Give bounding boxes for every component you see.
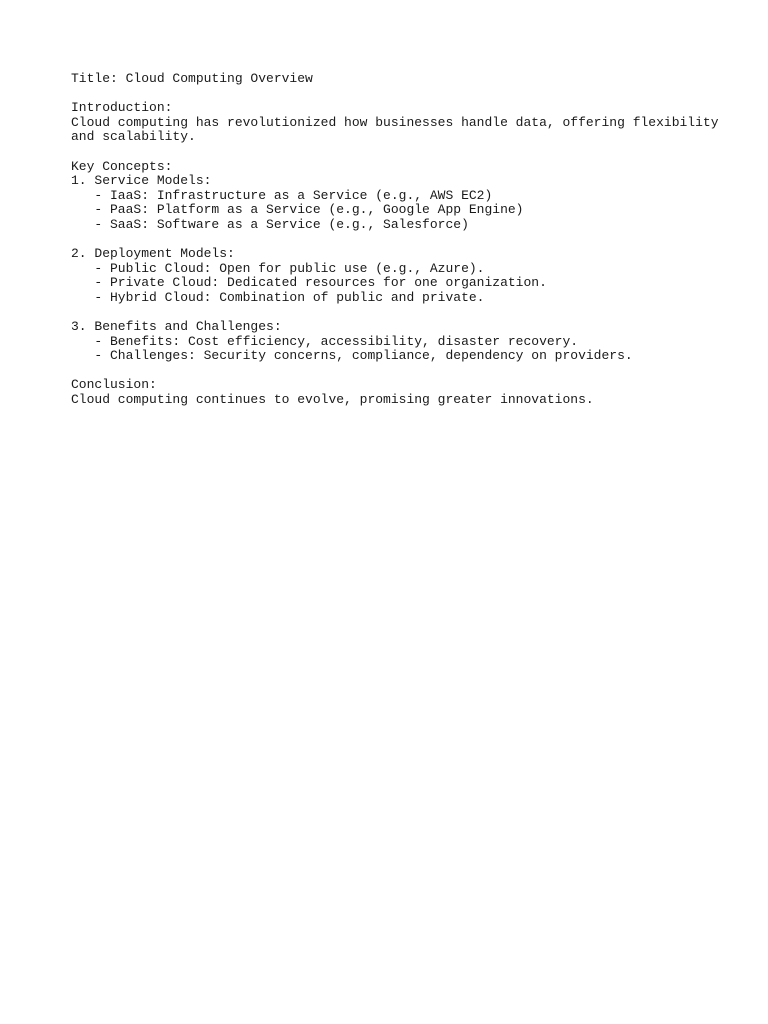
introduction-heading: Introduction:	[71, 100, 173, 116]
list-item: - PaaS: Platform as a Service (e.g., Google App Engine)	[71, 202, 524, 218]
list-item: - Benefits: Cost efficiency, accessibility, disaster recovery.	[71, 333, 579, 349]
document-body	[71, 72, 731, 408]
blank-line	[71, 145, 731, 160]
blank-line	[71, 233, 731, 248]
list-item: - IaaS: Infrastructure as a Service (e.g., AWS EC2)	[71, 187, 493, 203]
section-heading-deployment-models: 2. Deployment Models:	[71, 246, 235, 262]
conclusion-heading: Conclusion:	[71, 377, 157, 393]
section-heading-benefits-challenges: 3. Benefits and Challenges:	[71, 319, 282, 335]
section-heading-service-models: 1. Service Models:	[71, 173, 212, 189]
introduction-text-line: Cloud computing has revolutionized how businesses handle data, offering flexibility	[71, 114, 719, 130]
list-item: - SaaS: Software as a Service (e.g., Salesforce)	[71, 216, 469, 232]
key-concepts-heading: Key Concepts:	[71, 158, 173, 174]
list-item: - Public Cloud: Open for public use (e.g., Azure).	[71, 260, 485, 276]
blank-line	[71, 364, 731, 379]
list-item: - Challenges: Security concerns, compliance, dependency on providers.	[71, 348, 633, 364]
introduction-text-line: and scalability.	[71, 129, 196, 145]
document-title: Title: Cloud Computing Overview	[71, 71, 313, 86]
conclusion-text-line: Cloud computing continues to evolve, promising greater innovations.	[71, 392, 594, 408]
list-item: - Hybrid Cloud: Combination of public and private.	[71, 289, 485, 305]
blank-line	[71, 306, 731, 321]
blank-line	[71, 87, 731, 102]
list-item: - Private Cloud: Dedicated resources for one organization.	[71, 275, 547, 291]
